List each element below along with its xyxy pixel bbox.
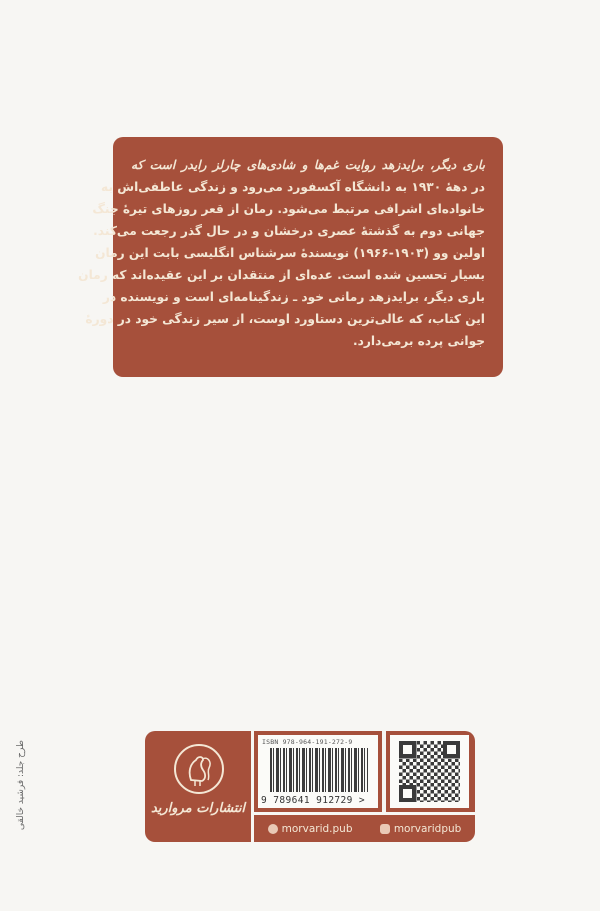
cover-design-credit-text: طرح جلد: فرشید خالقی (16, 739, 26, 831)
isbn-barcode (258, 735, 378, 808)
social-website (268, 823, 353, 835)
social-instagram (380, 823, 462, 835)
blurb-line-4: جهانی دوم به گذشتهٔ عصری درخشان و در حال گذر رجعت می‌کند. (93, 224, 485, 238)
blurb-line-6: بسیار تحسین شده است. عده‌ای از منتقدان بر این عقیده‌اند که رمان (78, 268, 485, 282)
blurb-line-3: خانواده‌ای اشرافی مرتبط می‌شود. رمان از قعر روزهای تیرهٔ جنگ (92, 202, 485, 216)
social-instagram-handle: morvaridpub (393, 822, 462, 835)
qr-code-panel (386, 731, 475, 812)
publisher-block (145, 731, 475, 842)
isbn-label: ISBN 978-964-191-272-9 (262, 738, 353, 746)
bird-emblem-icon (174, 744, 224, 794)
blurb-line-9: جوانی پرده برمی‌دارد. (353, 334, 485, 348)
qr-code-icon (399, 741, 460, 802)
blurb-line-7: باری دیگر، برایدزهد رمانی خود ـ زندگینامه‌ای است و نویسنده در (102, 290, 485, 304)
globe-icon (268, 824, 278, 834)
blurb-line-5: اولین وو (۱۹۰۳-۱۹۶۶) نویسندهٔ سرشناس انگلیسی بابت این رمان (95, 246, 485, 260)
blurb-line-1: باری دیگر، برایدزهد روایت غم‌ها و شادی‌های چارلز رایدر است که (131, 158, 485, 172)
cover-design-credit (6, 700, 36, 870)
barcode-digits: 9 789641 912729 > (261, 795, 366, 806)
publisher-name: انتشارات مروارید (150, 801, 246, 816)
blurb-line-2: در دههٔ ۱۹۳۰ به دانشگاه آکسفورد می‌رود و زندگی عاطفی‌اش به (101, 180, 485, 194)
barcode-bars (270, 748, 368, 792)
back-cover-blurb (78, 137, 503, 377)
instagram-icon (380, 824, 390, 834)
publisher-logo-panel (145, 731, 251, 842)
social-website-handle: morvarid.pub (281, 822, 353, 835)
social-handles (254, 815, 475, 842)
qr-code-frame (390, 735, 469, 808)
blurb-line-8: این کتاب، که عالی‌ترین دستاورد اوست، از سیر زندگی خود در دورهٔ (85, 312, 485, 326)
isbn-barcode-panel (254, 731, 382, 812)
